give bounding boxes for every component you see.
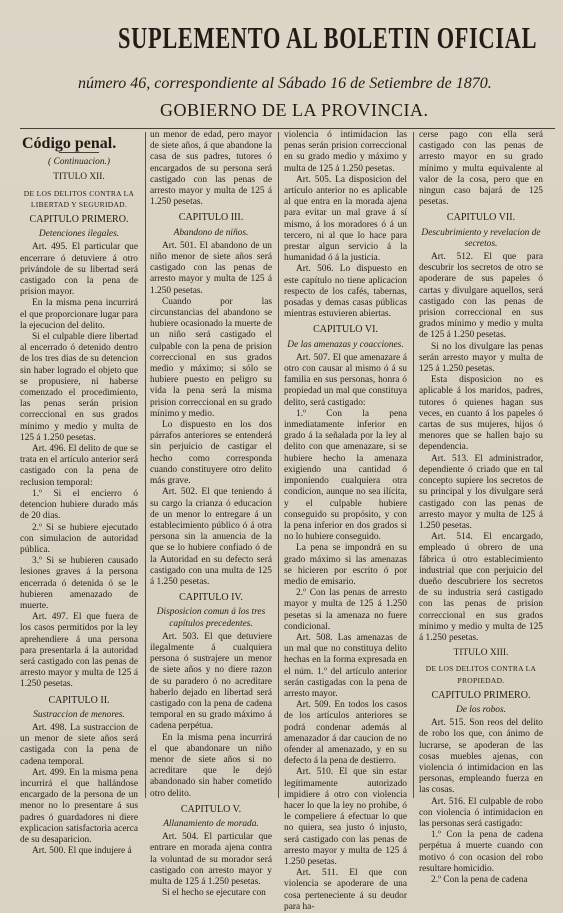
paragraph: Art. 505. La disposicion del artículo anterior no es aplicable al que entra en la morada ajena para evitar un mal grave á sí mismo, á los moradores ó á un tercero, ni al que lo hace para prestar algun servicio á la humanidad ó á la justicia. bbox=[284, 174, 407, 264]
paragraph: Art. 513. El administrador, dependiente ó criado que en tal concepto supiere los secretos de su principal y los divulgare será castigado con las penas de arresto mayor y multa de 125 á 1.250 pesetas. bbox=[419, 453, 543, 531]
paragraph: un menor de edad, pero mayor de siete años, á que abandone la casa de sus padres, tutores ó encargados de su persona será castigado con las penas de arresto mayor y multa de 125 á 1.250 pesetas. bbox=[150, 130, 272, 208]
chapter-heading: CAPITULO PRIMERO. bbox=[431, 689, 531, 701]
chapter-subheading: De los robos. bbox=[456, 704, 506, 715]
paragraph: Art. 502. El que teniendo á su cargo la crianza ó educacion de un menor lo entregare á un establecimiento público ó á otra persona sin la anuencia de la que se lo hubiere confiado ó de la Autoridad en su defecto será castigado con una multa de 125 á 1.250 pesetas. bbox=[150, 487, 272, 587]
paragraph: Cuando por las circunstancias del abandono se hubiere ocasionado la muerte de un niño será castigado el culpable con la pena de prision correccional en sus grados medio y máximo; si sólo se hubiere puesto en peligro su vida la pena será la misma prision correccional en su grado mínimo y medio. bbox=[150, 296, 272, 419]
paragraph: 1.º Con la pena de cadena perpétua á muerte cuando con motivo ó con ocasion del robo resultare homicidio. bbox=[419, 830, 543, 874]
chapter-subheading: Detenciones ilegales. bbox=[38, 229, 120, 240]
chapter-heading: CAPITULO VI. bbox=[313, 324, 378, 336]
masthead-rule bbox=[20, 128, 555, 129]
paragraph: En la misma pena incurrirá el que abandonare un niño menor de siete años si no acreditare que le dejó abandonado sin haber cometido otro delito. bbox=[150, 732, 272, 799]
paragraph: Art. 497. El que fuera de los casos permitidos por la ley aprehendiere á una persona para presentarla á la autoridad será castigado con las penas de arresto mayor y multa de 125 á 1.250 pesetas. bbox=[20, 612, 138, 690]
paragraph: En la misma pena incurrirá el que proporcionare lugar para la ejecucion del delito. bbox=[20, 298, 138, 331]
title-heading: TITULO XIII. bbox=[453, 648, 509, 659]
publication-title: SUPLEMENTO AL BOLETIN OFICIAL bbox=[118, 20, 538, 55]
paragraph: Art. 512. El que para descubrir los secretos de otro se apoderare de sus papeles ó cartas y divulgare aquellos, será castigado con las penas de prision correccional en sus grados mínimo y medio y multa de 125 á 1.250 pesetas. bbox=[419, 252, 543, 341]
chapter-heading: CAPITULO PRIMERO. bbox=[29, 214, 129, 226]
paragraph: violencia ó intimidacion las penas serán prision correccional en su grado medio y máximo y multa de 125 á 1.250 pesetas. bbox=[284, 130, 407, 174]
chapter-heading: CAPITULO III. bbox=[178, 212, 244, 224]
paragraph: 1.º Con la pena inmediatamente inferior en grado á la señalada por la ley al delito con que amenazare, si se hubiere hecho la amenaza exigiendo una cantidad ó imponiendo cualquiera otra condicion, aunque no sea ilícita, y el culpable hubiere conseguido su propósito, y con la pena inferior en dos grados si no lo hubiere conseguido. bbox=[284, 408, 407, 543]
paragraph: Art. 499. En la misma pena incurrirá el que hallándose encargado de la persona de un menor no lo presentare á sus padres ó guardadores ni diere explicacion satisfactoria acerca de su desaparicion. bbox=[20, 767, 138, 845]
chapter-heading: CAPITULO IV. bbox=[179, 592, 243, 604]
column-divider bbox=[145, 132, 146, 798]
paragraph: Art. 511. El que con violencia se apoderare de una cosa perteneciente á su deudor para ha- bbox=[284, 868, 407, 912]
paragraph: Art. 496. El delito de que se trata en el artículo anterior será castigado con la pena de reclusion temporal: bbox=[20, 444, 138, 488]
paragraph: Art. 508. Las amenazas de un mal que no constituya delito hechas en la forma expresada en el núm. 1.º del artículo anterior serán castigadas con la pena de arresto mayor. bbox=[284, 632, 407, 699]
issue-line: número 46, correspondiente al Sábado 16 de Setiembre de 1870. bbox=[78, 75, 492, 92]
chapter-heading: CAPITULO VII. bbox=[446, 212, 516, 224]
government-heading: GOBIERNO DE LA PROVINCIA. bbox=[160, 100, 429, 120]
paragraph: La pena se impondrá en su grado máximo si las amenazas se hicieren por escrito ó por medio de emisario. bbox=[284, 543, 407, 587]
column-divider bbox=[278, 132, 279, 798]
paragraph: Art. 514. El encargado, empleado ú obrero de una fábrica ú otro establecimiento industrial que con perjuicio del dueño descubriere los secretos de su industria será castigado con las penas de prision correccional en sus grados mínimo y medio y multa de 125 á 1.250 pesetas. bbox=[419, 532, 543, 643]
section-heading: Código penal. bbox=[22, 135, 117, 152]
title-subheading: DE LOS DELITOS CONTRA LA PROPIEDAD. bbox=[425, 664, 537, 685]
continuation-note: ( Continuacion.) bbox=[48, 157, 110, 168]
chapter-subheading: Abandono de niños. bbox=[173, 227, 249, 238]
paragraph: Art. 503. El que detuviere ilegalmente á cualquiera persona ó sustrajere un menor de siete años y no diere razon de su paradero ó no acreditare haberlo dejado en libertad será castigado con la pena de cadena temporal en su grado máximo á cadena perpétua. bbox=[150, 631, 272, 732]
paragraph: Si no los divulgare las penas serán arresto mayor y multa de 125 á 1.250 pesetas. bbox=[419, 341, 543, 375]
paragraph: Art. 515. Son reos del delito de robo los que, con ánimo de lucrarse, se apoderan de las cosas muebles ajenas, con violencia ó intimidacion en las personas, empleando fuerza en las cosas. bbox=[419, 718, 543, 796]
chapter-subheading: De las amenazas y coacciones. bbox=[287, 339, 404, 350]
paragraph: Lo dispuesto en los dos párrafos anteriores se entenderá sin perjuicio de castigar el hecho como corresponda cuando constituyere otro delito más grave. bbox=[150, 420, 272, 487]
paragraph: Art. 510. El que sin estar legítimamente autorizado impidiere á otro con violencia hacer lo que la ley no prohibe, ó le compeliere á efectuar lo que no quiera, sea justo ó injusto, será castigado con las penas de arresto mayor y multa de 125 á 1.250 pesetas. bbox=[284, 767, 407, 867]
paragraph: 3.º Si se hubieren causado lesiones graves á la persona encerrada ó detenida ó se le hubieren amenazado de muerte. bbox=[20, 556, 138, 611]
short-rule bbox=[59, 152, 99, 153]
chapter-subheading: Sustraccion de menores. bbox=[33, 709, 125, 720]
paragraph: Art. 507. El que amenazare á otro con causar al mismo ó á su familia en sus personas, honra ó propiedad un mal que constituya delito, será castigado: bbox=[284, 352, 407, 408]
paragraph: 2.º Con las penas de arresto mayor y multa de 125 á 1.250 pesetas si la amenaza no fuere condicional. bbox=[284, 588, 407, 632]
paragraph: 2.º Si se hubiere ejecutado con simulacion de autoridad pública. bbox=[20, 522, 138, 555]
paragraph: Art. 495. El particular que encerrare ó detuviere á otro privándole de su libertad será castigado con la pena de prision mayor. bbox=[20, 242, 138, 298]
chapter-subheading: Descubrimiento y revelacion de secretos. bbox=[421, 227, 541, 249]
title-heading: TITULO XII. bbox=[53, 172, 105, 183]
paragraph: Art. 501. El abandono de un niño menor de siete años será castigado con las penas de arresto mayor y multa de 125 á 1.250 pesetas. bbox=[150, 240, 272, 296]
paragraph: Art. 498. La sustraccion de un menor de siete años será castigada con la pena de cadena temporal. bbox=[20, 722, 138, 767]
paragraph: Si el culpable diere libertad al encerrado ó detenido dentro de los tres dias de su detencion sin haber logrado el objeto que se propusiere, ni haberse comenzado el procedimiento, las penas serán prision correccional en sus grados mínimo y medio y multa de 125 á 1.250 pesetas. bbox=[20, 332, 138, 443]
paragraph: Esta disposicion no es aplicable á los maridos, padres, tutores ó quienes hagan sus veces, en cuanto á los papeles ó cartas de sus mujeres, hijos ó menores que se hallen bajo su dependencia. bbox=[419, 375, 543, 453]
column-1 bbox=[20, 130, 138, 857]
paragraph: Art. 509. En todos los casos de los artículos anteriores se podrá condenar además al amenazador á dar caucion de no ofender al amenazado, y en su defecto á la pena de destierro. bbox=[284, 700, 407, 767]
paragraph: Art. 516. El culpable de robo con violencia ó intimidacion en las personas será castigado: bbox=[419, 796, 543, 829]
column-4 bbox=[419, 130, 543, 885]
chapter-heading: CAPITULO V. bbox=[180, 803, 242, 815]
paragraph: 1.º Si el encierro ó detencion hubiere durado más de 20 dias. bbox=[20, 488, 138, 522]
paragraph: Si el hecho se ejecutare con bbox=[162, 888, 266, 899]
paragraph: Art. 500. El que indujere á bbox=[32, 846, 132, 857]
column-divider bbox=[413, 132, 414, 798]
masthead bbox=[0, 0, 563, 125]
paragraph: Art. 504. El particular que entrare en morada ajena contra la voluntad de su morador será castigado con arresto mayor y multa de 125 á 1.250 pesetas. bbox=[150, 832, 272, 887]
chapter-heading: CAPITULO II. bbox=[48, 694, 110, 706]
chapter-subheading: Allanamiento de morada. bbox=[163, 818, 259, 829]
paragraph: 2.º Con la pena de cadena bbox=[431, 875, 528, 885]
paragraph: cerse pago con ella será castigado con las penas de arresto mayor en su grado mínimo y multa equivalente al valor de la cosa, pero que en ningun caso bajará de 125 pesetas. bbox=[419, 130, 543, 208]
title-subheading: DE LOS DELITOS CONTRA LA LIBERTAD Y SEGURIDAD. bbox=[23, 188, 135, 209]
column-2 bbox=[150, 130, 272, 899]
chapter-subheading: Disposicion comun á los tres capítulos precedentes. bbox=[156, 607, 266, 629]
paragraph: Art. 506. Lo dispuesto en este capítulo no tiene aplicacion respecto de los cafés, tabernas, posadas y demas casas públicas mientras estuvieren abiertas. bbox=[284, 264, 407, 320]
column-3 bbox=[284, 130, 407, 912]
